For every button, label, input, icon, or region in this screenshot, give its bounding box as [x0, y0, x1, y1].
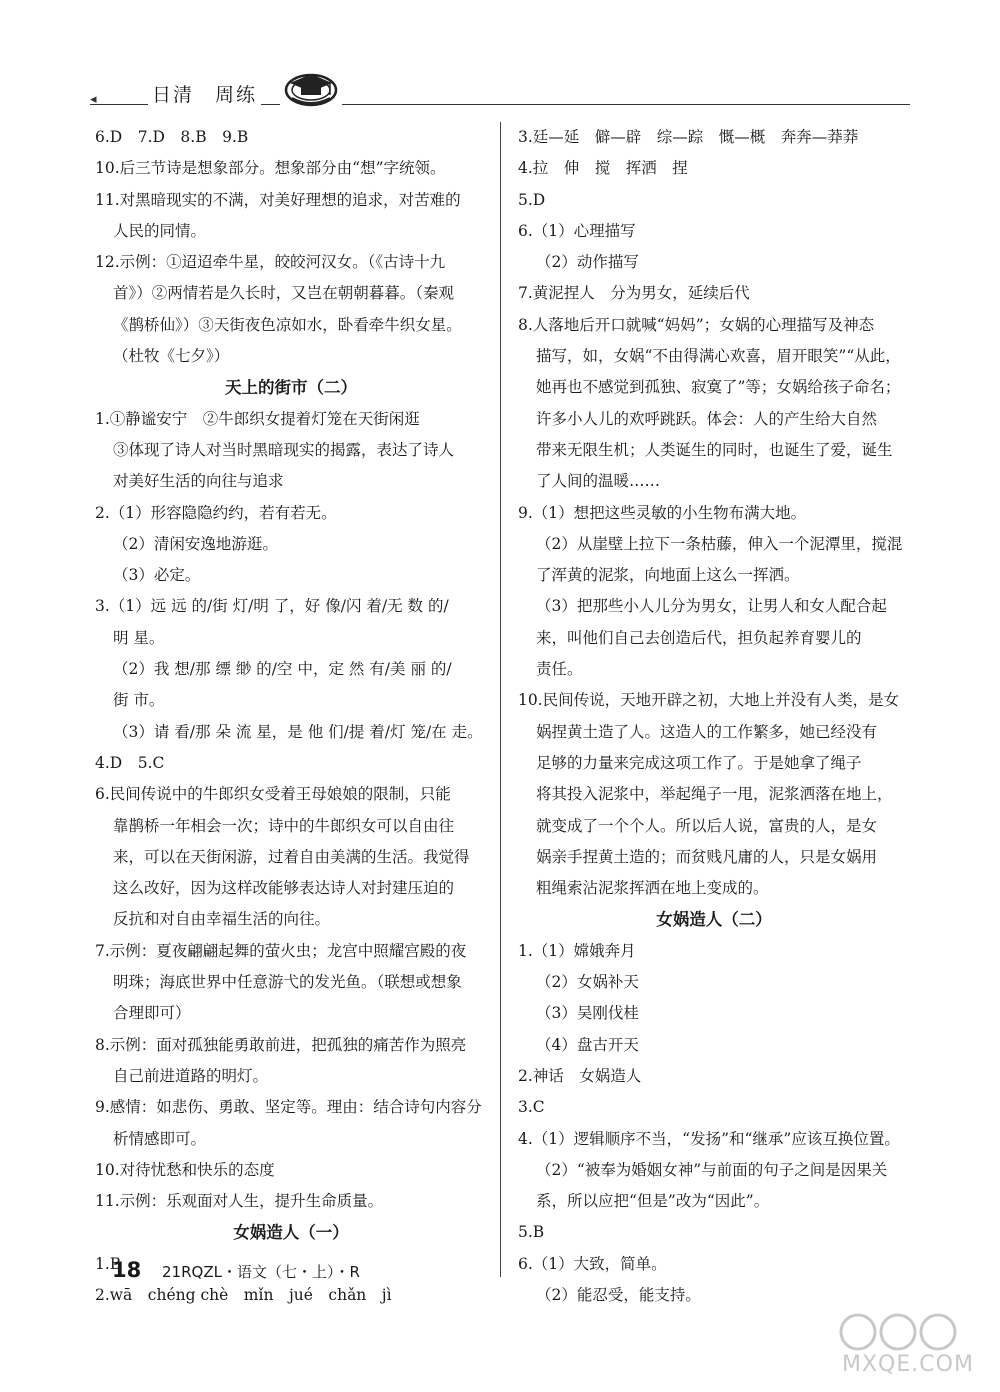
section-heading: 女娲造人（一） [233, 1223, 349, 1243]
answer-line: 9.（1）想把这些灵敏的小生物布满大地。 [518, 503, 807, 522]
answer-line: 对美好生活的向往与追求 [113, 472, 284, 491]
answer-line: 许多小人儿的欢呼跳跃。体会：人的产生给大自然 [536, 409, 878, 428]
answer-line: 自己前进道路的明灯。 [113, 1066, 269, 1085]
answer-line: 6.（1）心理描写 [518, 221, 636, 240]
answer-line: 1.①静谧安宁 ②牛郎织女提着灯笼在天街闲逛 [95, 409, 420, 428]
answer-line: 反抗和对自由幸福生活的向往。 [113, 910, 331, 929]
answer-line: 粗绳索沾泥浆挥洒在地上变成的。 [536, 879, 769, 898]
answer-line: （2）我 想/那 缥 缈 的/空 中，定 然 有/美 丽 的/ [113, 660, 452, 679]
graduation-cap-icon [280, 68, 342, 108]
header-arrow-icon: ◂ [90, 92, 97, 107]
answer-line: 5.D [518, 190, 546, 209]
answer-line: 4.D 5.C [95, 753, 165, 772]
left-answer-column [95, 122, 487, 1311]
answer-line: 带来无限生机；人类诞生的同时，也诞生了爱，诞生 [536, 440, 893, 459]
answer-line: （3）把那些小人儿分为男女，让男人和女人配合起 [536, 597, 887, 616]
answer-line: 析情感即可。 [113, 1129, 207, 1148]
answer-line: 系，所以应把“但是”改为“因此”。 [536, 1192, 770, 1211]
answer-line: 2.（1）形容隐隐约约，若有若无。 [95, 503, 337, 522]
answer-line: （2）“被奉为婚姻女神”与前面的句子之间是因果关 [536, 1160, 888, 1179]
answer-line: （2）女娲补天 [536, 973, 639, 992]
answer-line: 2.神话 女娲造人 [518, 1066, 642, 1085]
answer-line: 责任。 [536, 660, 583, 679]
answer-line: 7.示例：夏夜翩翩起舞的萤火虫；龙宫中照耀宫殿的夜 [95, 941, 467, 960]
answer-line: （2）清闲安逸地游逛。 [113, 534, 278, 553]
watermark-logo [838, 1312, 974, 1382]
answer-line: 10.民间传说，天地开辟之初，大地上并没有人类，是女 [518, 691, 900, 710]
answer-line: （2）从崖壁上拉下一条枯藤，伸入一个泥潭里，搅混 [536, 534, 903, 553]
answer-line: 4.（1）逻辑顺序不当，“发扬”和“继承”应该互换位置。 [518, 1129, 900, 1148]
answer-line: 《鹊桥仙》）③天街夜色凉如水，卧看牵牛织女星。 [113, 315, 462, 334]
answer-line: 首》）②两情若是久长时，又岂在朝朝暮暮。（秦观 [113, 284, 455, 303]
answer-line: 8.示例：面对孤独能勇敢前进，把孤独的痛苦作为照亮 [95, 1035, 467, 1054]
answer-line: （2）能忍受，能支持。 [536, 1285, 701, 1304]
answer-line: （3）必定。 [113, 566, 201, 585]
answer-line: （2）动作描写 [536, 253, 639, 272]
section-heading: 女娲造人（二） [656, 910, 772, 930]
answer-line: 6.（1）大致，简单。 [518, 1254, 667, 1273]
answer-line: 人民的同情。 [113, 221, 207, 240]
answer-line: 合理即可） [113, 1004, 191, 1023]
answer-line: 7.黄泥捏人 分为男女，延续后代 [518, 284, 750, 303]
answer-line: ③体现了诗人对当时黑暗现实的揭露，表达了诗人 [113, 440, 455, 459]
answer-line: 了人间的温暖…… [536, 472, 661, 491]
answer-line: 4.拉 伸 搅 挥洒 捏 [518, 159, 688, 178]
answer-line: 娲亲手捏黄土造的；而贫贱凡庸的人，只是女娲用 [536, 847, 878, 866]
right-answer-column [518, 122, 910, 1311]
answer-line: 娲捏黄土造了人。这造人的工作繁多，她已经没有 [536, 722, 878, 741]
answer-line: 3.C [518, 1098, 545, 1117]
answer-line: 来，叫他们自己去创造后代，担负起养育婴儿的 [536, 628, 862, 647]
answer-line: 靠鹊桥一年相会一次；诗中的牛郎织女可以自由往 [113, 816, 455, 835]
answer-line: 10.后三节诗是想象部分。想象部分由“想”字统领。 [95, 159, 446, 178]
answer-line: 5.B [518, 1223, 545, 1242]
answer-line: 1.B [95, 1254, 122, 1273]
answer-line: 9.感情：如悲伤、勇敢、坚定等。理由：结合诗句内容分 [95, 1098, 482, 1117]
answer-line: 12.示例：①迢迢牵牛星，皎皎河汉女。（《古诗十九 [95, 253, 446, 272]
answer-line: 11.示例：乐观面对人生，提升生命质量。 [95, 1192, 384, 1211]
answer-line: （3）请 看/那 朵 流 星，是 他 们/提 着/灯 笼/在 走。 [113, 722, 483, 741]
answer-line: 街 市。 [113, 691, 165, 710]
answer-line: 11.对黑暗现实的不满，对美好理想的追求，对苦难的 [95, 190, 461, 209]
answer-line: 她再也不感觉到孤独、寂寞了”等；女娲给孩子命名； [536, 378, 901, 397]
page-header [90, 70, 910, 110]
page-number: 18 [112, 1258, 142, 1282]
answer-line: 10.对待忧愁和快乐的态度 [95, 1160, 275, 1179]
answer-line: 来，可以在天街闲游，过着自由美满的生活。我觉得 [113, 847, 470, 866]
answer-line: 6.民间传说中的牛郎织女受着王母娘娘的限制，只能 [95, 785, 451, 804]
answer-line: 3.（1）远 远 的/街 灯/明 了，好 像/闪 着/无 数 的/ [95, 597, 449, 616]
answer-line: 1.（1）嫦娥奔月 [518, 941, 636, 960]
answer-line: 明 星。 [113, 628, 165, 647]
answer-line: 描写，如，女娲“不由得满心欢喜，眉开眼笑”“从此， [536, 347, 901, 366]
answer-line: 将其投入泥浆中，举起绳子一甩，泥浆洒落在地上， [536, 785, 893, 804]
header-title: 日清 周练 [148, 80, 261, 107]
section-heading: 天上的街市（二） [225, 378, 357, 398]
watermark-text: MXQE.COM [842, 1352, 974, 1377]
page-footer [112, 1258, 360, 1282]
answer-line: 就变成了一个个人。所以后人说，富贵的人，是女 [536, 816, 878, 835]
answer-line: 8.人落地后开口就喊“妈妈”；女娲的心理描写及神态 [518, 315, 875, 334]
column-divider [500, 122, 501, 1277]
answer-line: （杜牧《七夕》） [113, 347, 230, 366]
answer-line: 足够的力量来完成这项工作了。于是她拿了绳子 [536, 753, 862, 772]
answer-line: （4）盘古开天 [536, 1035, 639, 1054]
answer-line: （3）吴刚伐桂 [536, 1004, 639, 1023]
answer-line: 了浑黄的泥浆，向地面上这么一挥洒。 [536, 566, 800, 585]
answer-line: 6.D 7.D 8.B 9.B [95, 128, 249, 146]
answer-line: 明珠；海底世界中任意游弋的发光鱼。（联想或想象 [113, 973, 462, 992]
book-code: 21RQZL・语文（七・上）・R [162, 1263, 360, 1281]
answer-line: 2.wā chéng chè mǐn jué chǎn jì [95, 1285, 392, 1304]
answer-line: 这么改好，因为这样改能够表达诗人对封建压迫的 [113, 879, 455, 898]
answer-line: 3.廷—延 僻—辟 综—踪 慨—概 奔奔—莽莽 [518, 128, 859, 146]
